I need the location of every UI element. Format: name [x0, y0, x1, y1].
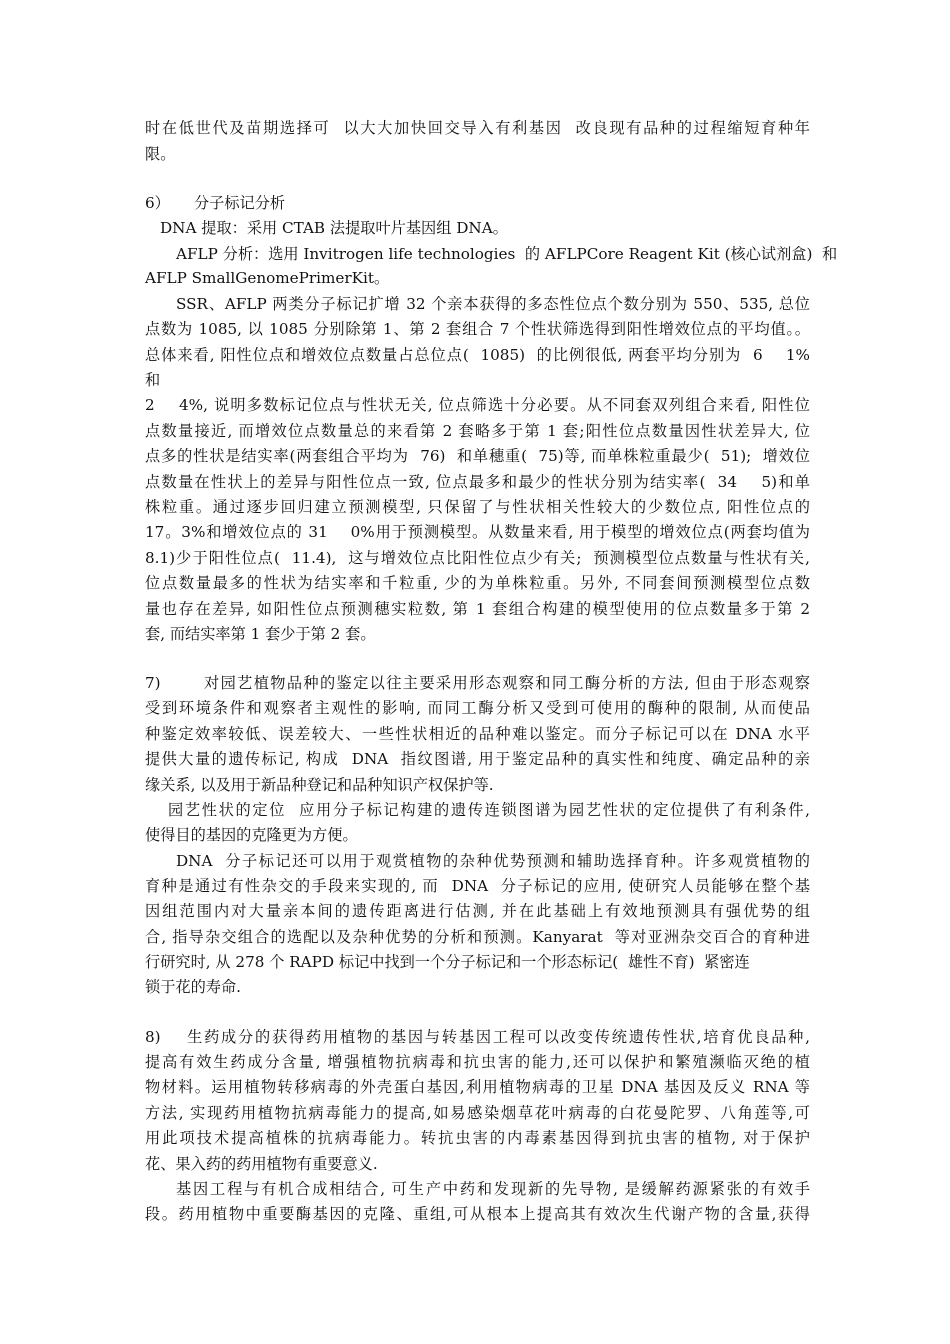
text-line: 缘关系, 以及用于新品种登记和品种知识产权保护等. [145, 776, 494, 794]
text-line: 17。3%和增效位点的 31 0%用于预测模型。从数量来看, 用于模型的增效位点(两套均值为 [145, 523, 810, 541]
text-line: 锁于花的寿命. [145, 978, 241, 996]
text-line: 提供大量的遗传标记, 构成 DNA 指纹图谱, 用于鉴定品种的真实性和纯度、确定品种的亲 [145, 750, 810, 768]
text-line: 因组范围内对大量亲本间的遗传距离进行估测, 并在此基础上有效地预测具有强优势的组 [145, 902, 810, 920]
text-line: 花、果入药的药用植物有重要意义. [145, 1155, 378, 1173]
text-line: DNA 分子标记还可以用于观赏植物的杂种优势预测和辅助选择育种。许多观赏植物的 [176, 852, 810, 870]
text-line: 2 4%, 说明多数标记位点与性状无关, 位点筛选十分必要。从不同套双列组合来看, 阳性位 [145, 396, 810, 414]
text-line: 种鉴定效率较低、误差较大、一些性状相近的品种难以鉴定。而分子标记可以在 DNA 水平 [145, 725, 810, 743]
text-line: 量也存在差异, 如阳性位点预测穗实粒数, 第 1 套组合构建的模型使用的位点数量多于第 2 [145, 600, 810, 618]
text-line: 位点数量最多的性状为结实率和千粒重, 少的为单株粒重。另外, 不同套间预测模型位点数 [145, 574, 810, 592]
text-line: 提高有效生药成分含量, 增强植物抗病毒和抗虫害的能力,还可以保护和繁殖濒临灭绝的植 [145, 1053, 810, 1071]
text-line: 点数为 1085, 以 1085 分别除第 1、第 2 套组合 7 个性状筛选得到阳性增效位点的平均值。。 [145, 320, 810, 338]
text-line: 段。药用植物中重要酶基因的克隆、重组,可从根本上提高其有效次生代谢产物的含量,获得 [145, 1205, 810, 1223]
text-line: 使得目的基因的克隆更为方便。 [145, 826, 358, 844]
text-line: 点数量接近, 而增效位点数量总的来看第 2 套略多于第 1 套;阳性位点数量因性状差异大, 位 [145, 422, 810, 440]
text-line: 育种是通过有性杂交的手段来实现的, 而 DNA 分子标记的应用, 使研究人员能够在整个基 [145, 877, 810, 895]
text-line: 套, 而结实率第 1 套少于第 2 套。 [145, 625, 376, 643]
text-line: 受到环境条件和观察者主观性的影响, 而同工酶分析又受到可使用的酶种的限制, 从而使品 [145, 699, 810, 717]
text-line: DNA 提取：采用 CTAB 法提取叶片基因组 DNA。 [160, 219, 508, 237]
text-line: 8.1)少于阳性位点( 11.4), 这与增效位点比阳性位点少有关; 预测模型位点数量与性状有关, [145, 549, 810, 567]
text-line: 园艺性状的定位 应用分子标记构建的遗传连锁图谱为园艺性状的定位提供了有利条件, [168, 801, 810, 819]
text-line: 和 [145, 371, 161, 389]
text-line: 时在低世代及苗期选择可 以大大加快回交导入有利基因 改良现有品种的过程缩短育种年 [145, 119, 810, 137]
text-line: AFLP SmallGenomePrimerKit。 [145, 269, 390, 287]
text-line: 点数量在性状上的差异与阳性位点一致, 位点最多和最少的性状分别为结实率( 34 5)和单 [145, 473, 810, 491]
text-line: 方法, 实现药用植物抗病毒能力的提高,如易感染烟草花叶病毒的白花曼陀罗、八角莲等,可 [145, 1104, 810, 1122]
text-line: AFLP 分析：选用 Invitrogen life technologies 的 AFLPCore Reagent Kit (核心试剂盒) 和 [176, 245, 838, 263]
text-line: 7) 对园艺植物品种的鉴定以往主要采用形态观察和同工酶分析的方法, 但由于形态观察 [145, 674, 810, 692]
text-line: 株粒重。通过逐步回归建立预测模型, 只保留了与性状相关性较大的少数位点, 阳性位点的 [145, 498, 810, 516]
text-line: SSR、AFLP 两类分子标记扩增 32 个亲本获得的多态性位点个数分别为 550、535, 总位 [176, 295, 810, 313]
text-line: 合, 指导杂交组合的选配以及杂种优势的分析和预测。Kanyarat 等对亚洲杂交百合的育种进 [145, 928, 810, 946]
text-line: 点多的性状是结实率(两套组合平均为 76) 和单穗重( 75)等, 而单株粒重最少( 51); 增效位 [145, 447, 810, 465]
text-line: 总体来看, 阳性位点和增效位点数量占总位点( 1085) 的比例很低, 两套平均分别为 6 1% [145, 346, 810, 364]
text-line: 用此项技术提高植株的抗病毒能力。转抗虫害的内毒素基因得到抗虫害的植物, 对于保护 [145, 1129, 810, 1147]
text-line: 行研究时, 从 278 个 RAPD 标记中找到一个分子标记和一个形态标记( 雄性不育) 紧密连 [145, 953, 750, 971]
section-heading: 6） 分子标记分析 [145, 194, 286, 212]
text-line: 基因工程与有机合成相结合, 可生产中药和发现新的先导物, 是缓解药源紧张的有效手 [176, 1180, 810, 1198]
text-line: 8) 生药成分的获得药用植物的基因与转基因工程可以改变传统遗传性状,培育优良品种, [145, 1028, 810, 1046]
text-line: 限。 [145, 145, 176, 163]
text-line: 物材料。运用植物转移病毒的外壳蛋白基因,利用植物病毒的卫星 DNA 基因及反义 RNA 等 [145, 1078, 810, 1096]
